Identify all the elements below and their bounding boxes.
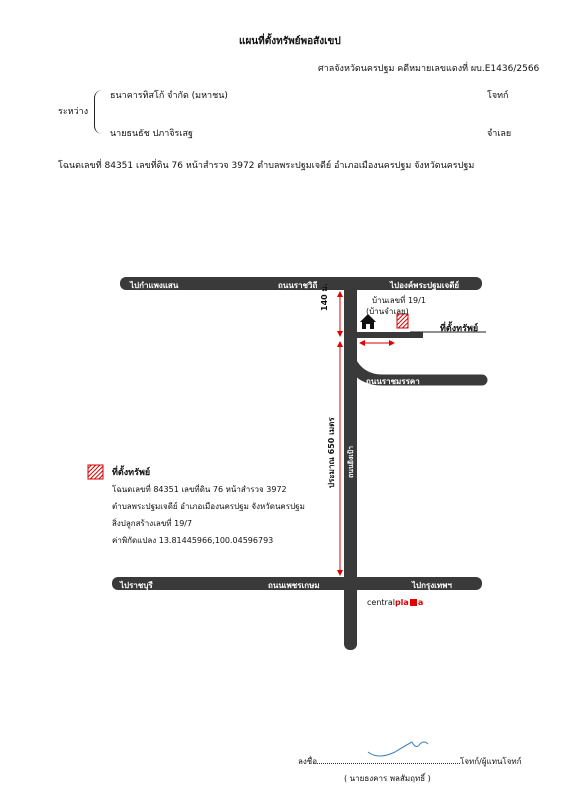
house-owner-label: (บ้านจำเลย)	[366, 307, 409, 316]
between-label: ระหว่าง	[58, 107, 89, 117]
bottom-road-right-label: ไปกรุงเทพฯ	[412, 581, 452, 590]
court-case-line: ศาลจังหวัดนครปฐม คดีหมายเลขแดงที่ ผบ.E1436/2566	[318, 64, 540, 74]
top-road-left-label: ไปกำแพงแสน	[130, 281, 179, 290]
sign-prefix: ลงชื่อ	[298, 757, 318, 766]
landmark-text-pla: pla	[394, 598, 409, 607]
property-label: ที่ตั้งทรัพย์	[440, 324, 479, 334]
legend-deed: โฉนดเลขที่ 84351 เลขที่ดิน 76 หน้าสำรวจ 3972	[112, 485, 287, 494]
signature-mark	[368, 742, 428, 756]
property-lane	[357, 332, 423, 338]
page-title: แผนที่ตั้งทรัพย์พอสังเขป	[239, 36, 341, 47]
sign-dotted-line	[317, 763, 460, 764]
house-number-label: บ้านเลขที่ 19/1	[372, 296, 426, 305]
bottom-road-name: ถนนเพชรเกษม	[268, 581, 320, 590]
landmark-text-central: central	[367, 598, 395, 607]
distance-140-label: 140 ม.	[320, 283, 329, 311]
side-road-name: ถนนราชมรรคา	[366, 377, 420, 386]
legend-property-swatch	[88, 465, 103, 479]
defendant-name: นายธนธัช ปภาจิรเสฐ	[110, 129, 193, 139]
legend-building: สิ่งปลูกสร้างเลขที่ 19/7	[112, 519, 193, 528]
sign-suffix: โจทก์/ผู้แทนโจทก์	[460, 757, 522, 766]
landmark-text-a: a	[417, 598, 424, 607]
distance-650-label: ประมาณ 650 เมตร	[327, 417, 336, 488]
defendant-role: จำเลย	[487, 129, 512, 139]
signature-line	[298, 755, 522, 768]
legend-coordinates: ค่าพิกัดแปลง 13.81445966,100.04596793	[112, 536, 274, 545]
plaintiff-role: โจทก์	[487, 91, 509, 101]
legend-title: ที่ตั้งทรัพย์	[112, 468, 151, 478]
bottom-road-left-label: ไปราชบุรี	[120, 581, 153, 590]
top-road-right-label: ไปองค์พระปฐมเจดีย์	[390, 281, 460, 290]
top-road-name: ถนนราชวิถี	[278, 281, 318, 290]
deed-description: โฉนดเลขที่ 84351 เลขที่ดิน 76 หน้าสำรวจ 3972 ตำบลพระปฐมเจดีย์ อำเภอเมืองนครปฐม จังหวัดนครปฐม	[58, 161, 475, 171]
signer-name: ( นายธงคาร พลสัมฤทธิ์ )	[344, 774, 431, 783]
plaintiff-name: ธนาคารทิสโก้ จำกัด (มหาชน)	[110, 91, 228, 101]
central-plaza-landmark	[367, 598, 423, 607]
vertical-road-name: ถนนยิงเป้า	[347, 445, 355, 478]
legend-location: ตำบลพระปฐมเจดีย์ อำเภอเมืองนครปฐม จังหวัดนครปฐม	[112, 502, 305, 511]
landmark-logo-square	[410, 599, 417, 606]
